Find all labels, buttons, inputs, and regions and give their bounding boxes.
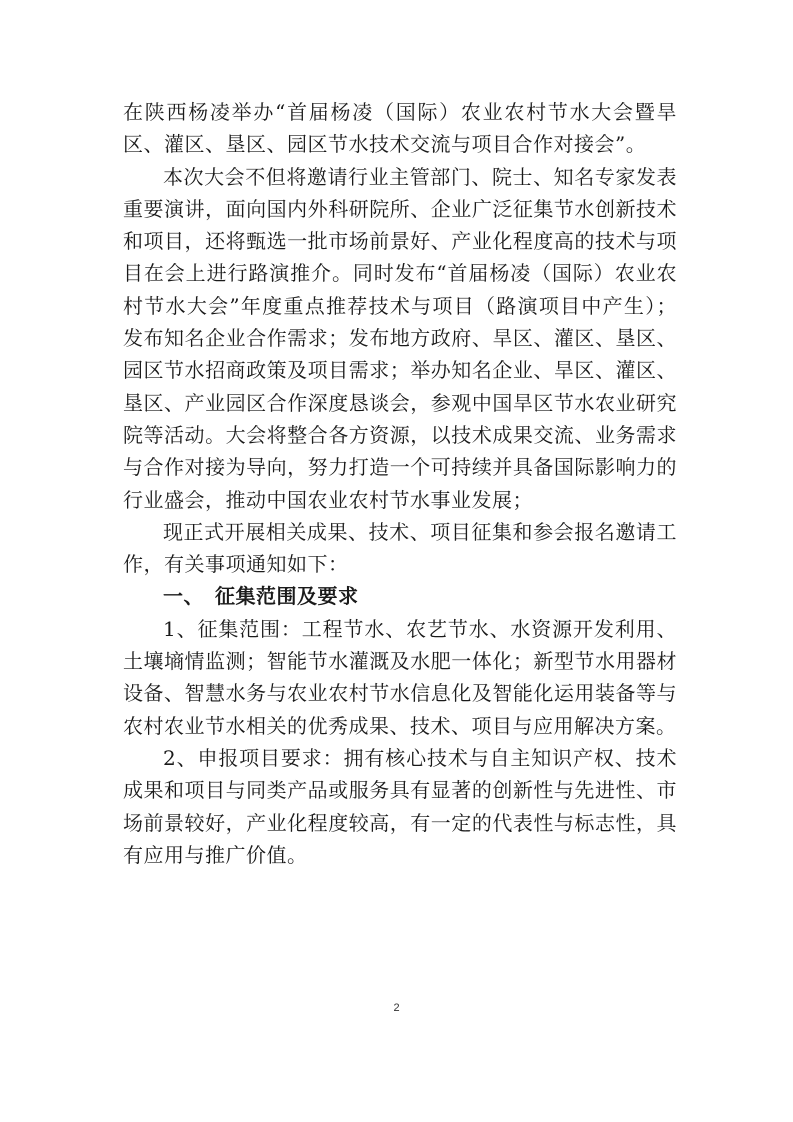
page-number: 2 bbox=[393, 1002, 400, 1014]
paragraph-notice: 现正式开展相关成果、技术、项目征集和参会报名邀请工作，有关事项通知如下： bbox=[123, 519, 677, 577]
document-body bbox=[123, 96, 677, 871]
paragraph-conference-intro: 本次大会不但将邀请行业主管部门、院士、知名专家发表重要演讲，面向国内外科研院所、企业广泛征集节水创新技术和项目，还将甄选一批市场前景好、产业化程度高的技术与项目在会上进行路演推介。同时发布“首届杨凌（国际）农业农村节水大会”年度重点推荐技术与项目（路演项目中产生）；发布知名企业合作需求；发布地方政府、旱区、灌区、垦区、园区节水招商政策及项目需求；举办知名企业、旱区、灌区、垦区、产业园区合作深度恳谈会，参观中国旱区节水农业研究院等活动。大会将整合各方资源，以技术成果交流、业务需求与合作对接为导向，努力打造一个可持续并具备国际影响力的行业盛会，推动中国农业农村节水事业发展； bbox=[123, 164, 677, 512]
section-number: 一、 bbox=[163, 584, 204, 609]
paragraph-continuation: 在陕西杨凌举办“首届杨凌（国际）农业农村节水大会暨旱区、灌区、垦区、园区节水技术交流与项目合作对接会”。 bbox=[123, 100, 677, 157]
section-heading-1 bbox=[123, 580, 677, 612]
list-item-requirements: 2、申报项目要求：拥有核心技术与自主知识产权、技术成果和项目与同类产品或服务具有显著的创新性与先进性、市场前景较好，产业化程度较高，有一定的代表性与标志性，具有应用与推广价值。 bbox=[123, 745, 677, 867]
section-title: 征集范围及要求 bbox=[215, 584, 359, 609]
list-item-scope: 1、征集范围：工程节水、农艺节水、水资源开发利用、土壤墒情监测；智能节水灌溉及水肥一体化；新型节水用器材设备、智慧水务与农业农村节水信息化及智能化运用装备等与农村农业节水相关的优秀成果、技术、项目与应用解决方案。 bbox=[123, 616, 677, 738]
